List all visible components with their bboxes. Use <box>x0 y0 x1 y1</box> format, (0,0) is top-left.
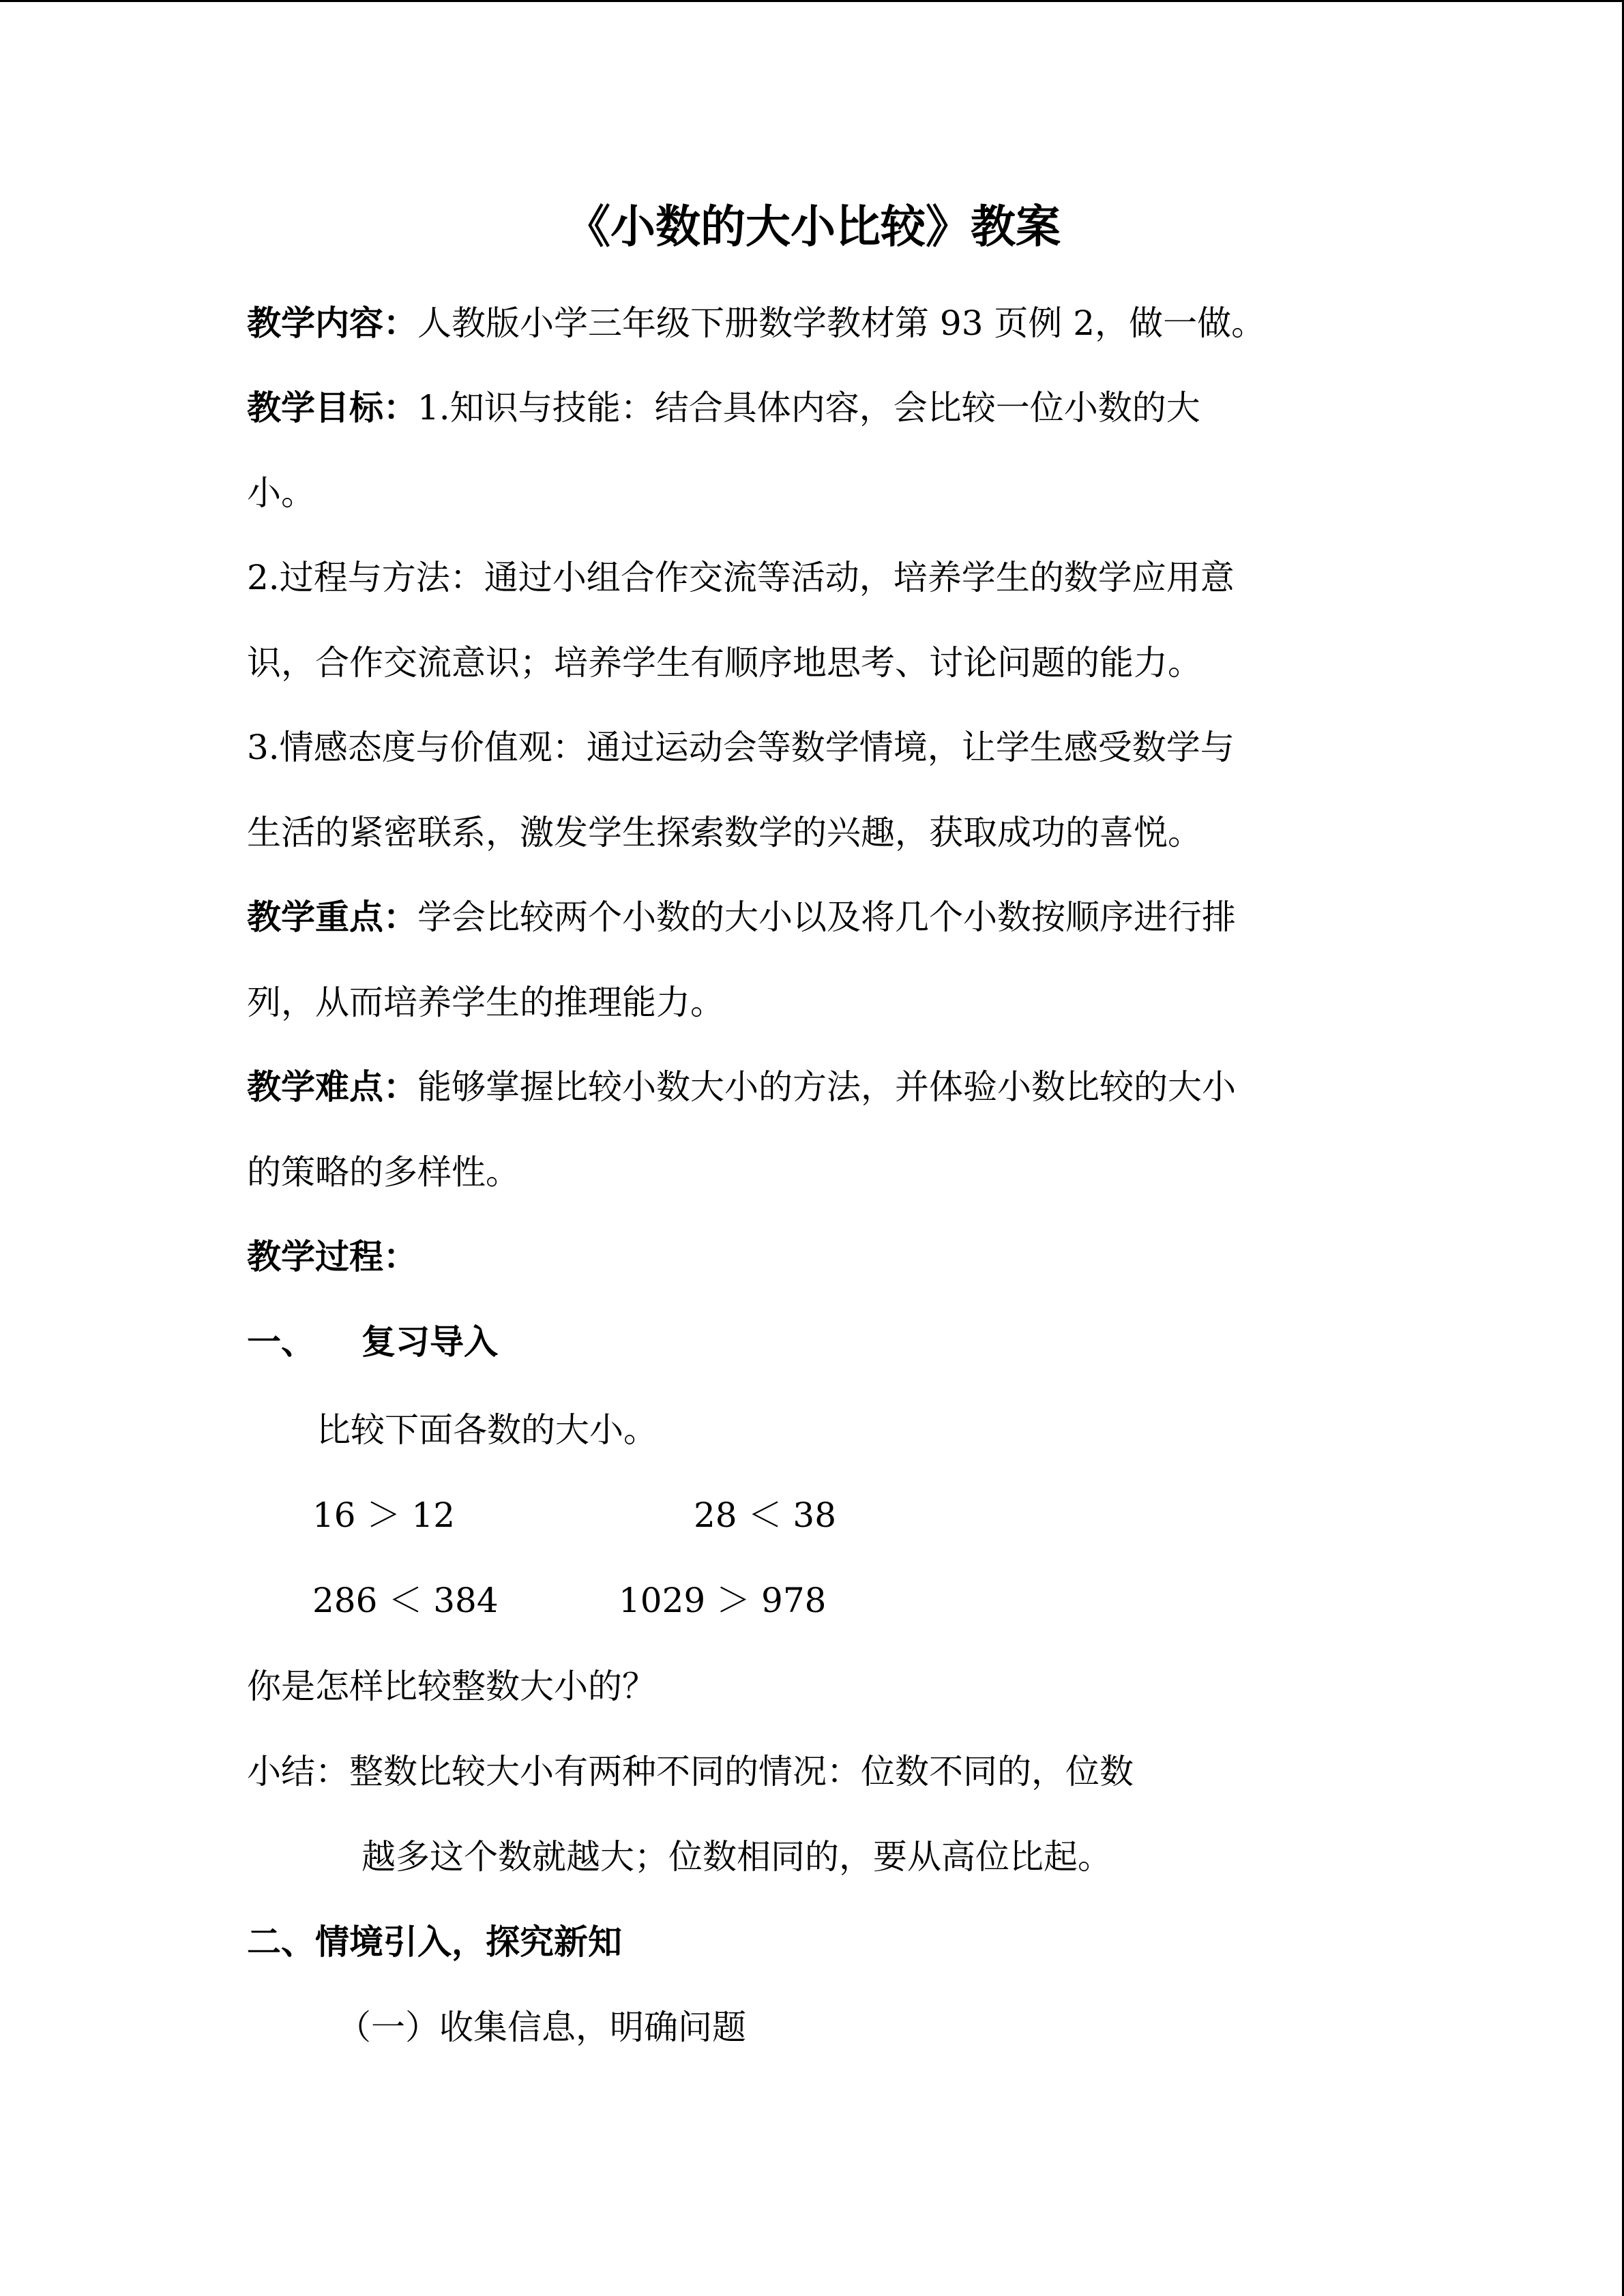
goals-line-6: 生活的紧密联系，激发学生探索数学的兴趣，获取成功的喜悦。 <box>247 813 1202 852</box>
difficulties-label: 教学难点： <box>247 1067 417 1107</box>
difficulties-line-1 <box>247 1067 1236 1107</box>
content-label: 教学内容： <box>247 303 417 343</box>
section1-number: 一、 <box>247 1322 315 1362</box>
goals-line-1 <box>247 388 1200 428</box>
process-heading: 教学过程： <box>247 1237 417 1277</box>
key-points-line-1 <box>247 897 1236 937</box>
goals-line-4: 识，合作交流意识；培养学生有顺序地思考、讨论问题的能力。 <box>247 643 1202 683</box>
summary-line-1: 小结：整数比较大小有两种不同的情况：位数不同的，位数 <box>247 1752 1134 1791</box>
difficulties-line-2: 的策略的多样性。 <box>247 1152 520 1192</box>
section2-heading: 二、情境引入，探究新知 <box>247 1922 622 1962</box>
key-points-line-2: 列，从而培养学生的推理能力。 <box>247 983 724 1022</box>
difficulties-text-1: 能够掌握比较小数大小的方法，并体验小数比较的大小 <box>417 1067 1236 1107</box>
comparison-3: 286 ＜ 384 <box>312 1581 499 1620</box>
key-points-label: 教学重点： <box>247 897 417 937</box>
section1-question: 你是怎样比较整数大小的？ <box>247 1667 656 1706</box>
summary-line-2: 越多这个数就越大；位数相同的，要从高位比起。 <box>361 1837 1112 1877</box>
goals-line-5: 3.情感态度与价值观：通过运动会等数学情境，让学生感受数学与 <box>247 728 1235 767</box>
goals-line-3: 2.过程与方法：通过小组合作交流等活动，培养学生的数学应用意 <box>247 558 1235 597</box>
goals-line-2: 小。 <box>247 473 315 513</box>
section1-instruction: 比较下面各数的大小。 <box>316 1410 658 1450</box>
content-text: 人教版小学三年级下册数学教材第 93 页例 2，做一做。 <box>417 303 1266 343</box>
page-title: 《小数的大小比较》教案 <box>565 200 1061 253</box>
top-border <box>0 0 1624 2</box>
comparison-2: 28 ＜ 38 <box>694 1495 837 1535</box>
goals-label: 教学目标： <box>247 388 417 428</box>
comparison-4: 1029 ＞ 978 <box>619 1581 827 1620</box>
key-points-text-1: 学会比较两个小数的大小以及将几个小数按顺序进行排 <box>417 897 1236 937</box>
comparison-1: 16 ＞ 12 <box>312 1495 456 1535</box>
section1-heading: 复习导入 <box>361 1322 498 1362</box>
section2-sub1: （一）收集信息，明确问题 <box>337 2008 746 2047</box>
goals-text-1: 1.知识与技能：结合具体内容，会比较一位小数的大 <box>417 388 1200 428</box>
content-line <box>247 303 1266 343</box>
